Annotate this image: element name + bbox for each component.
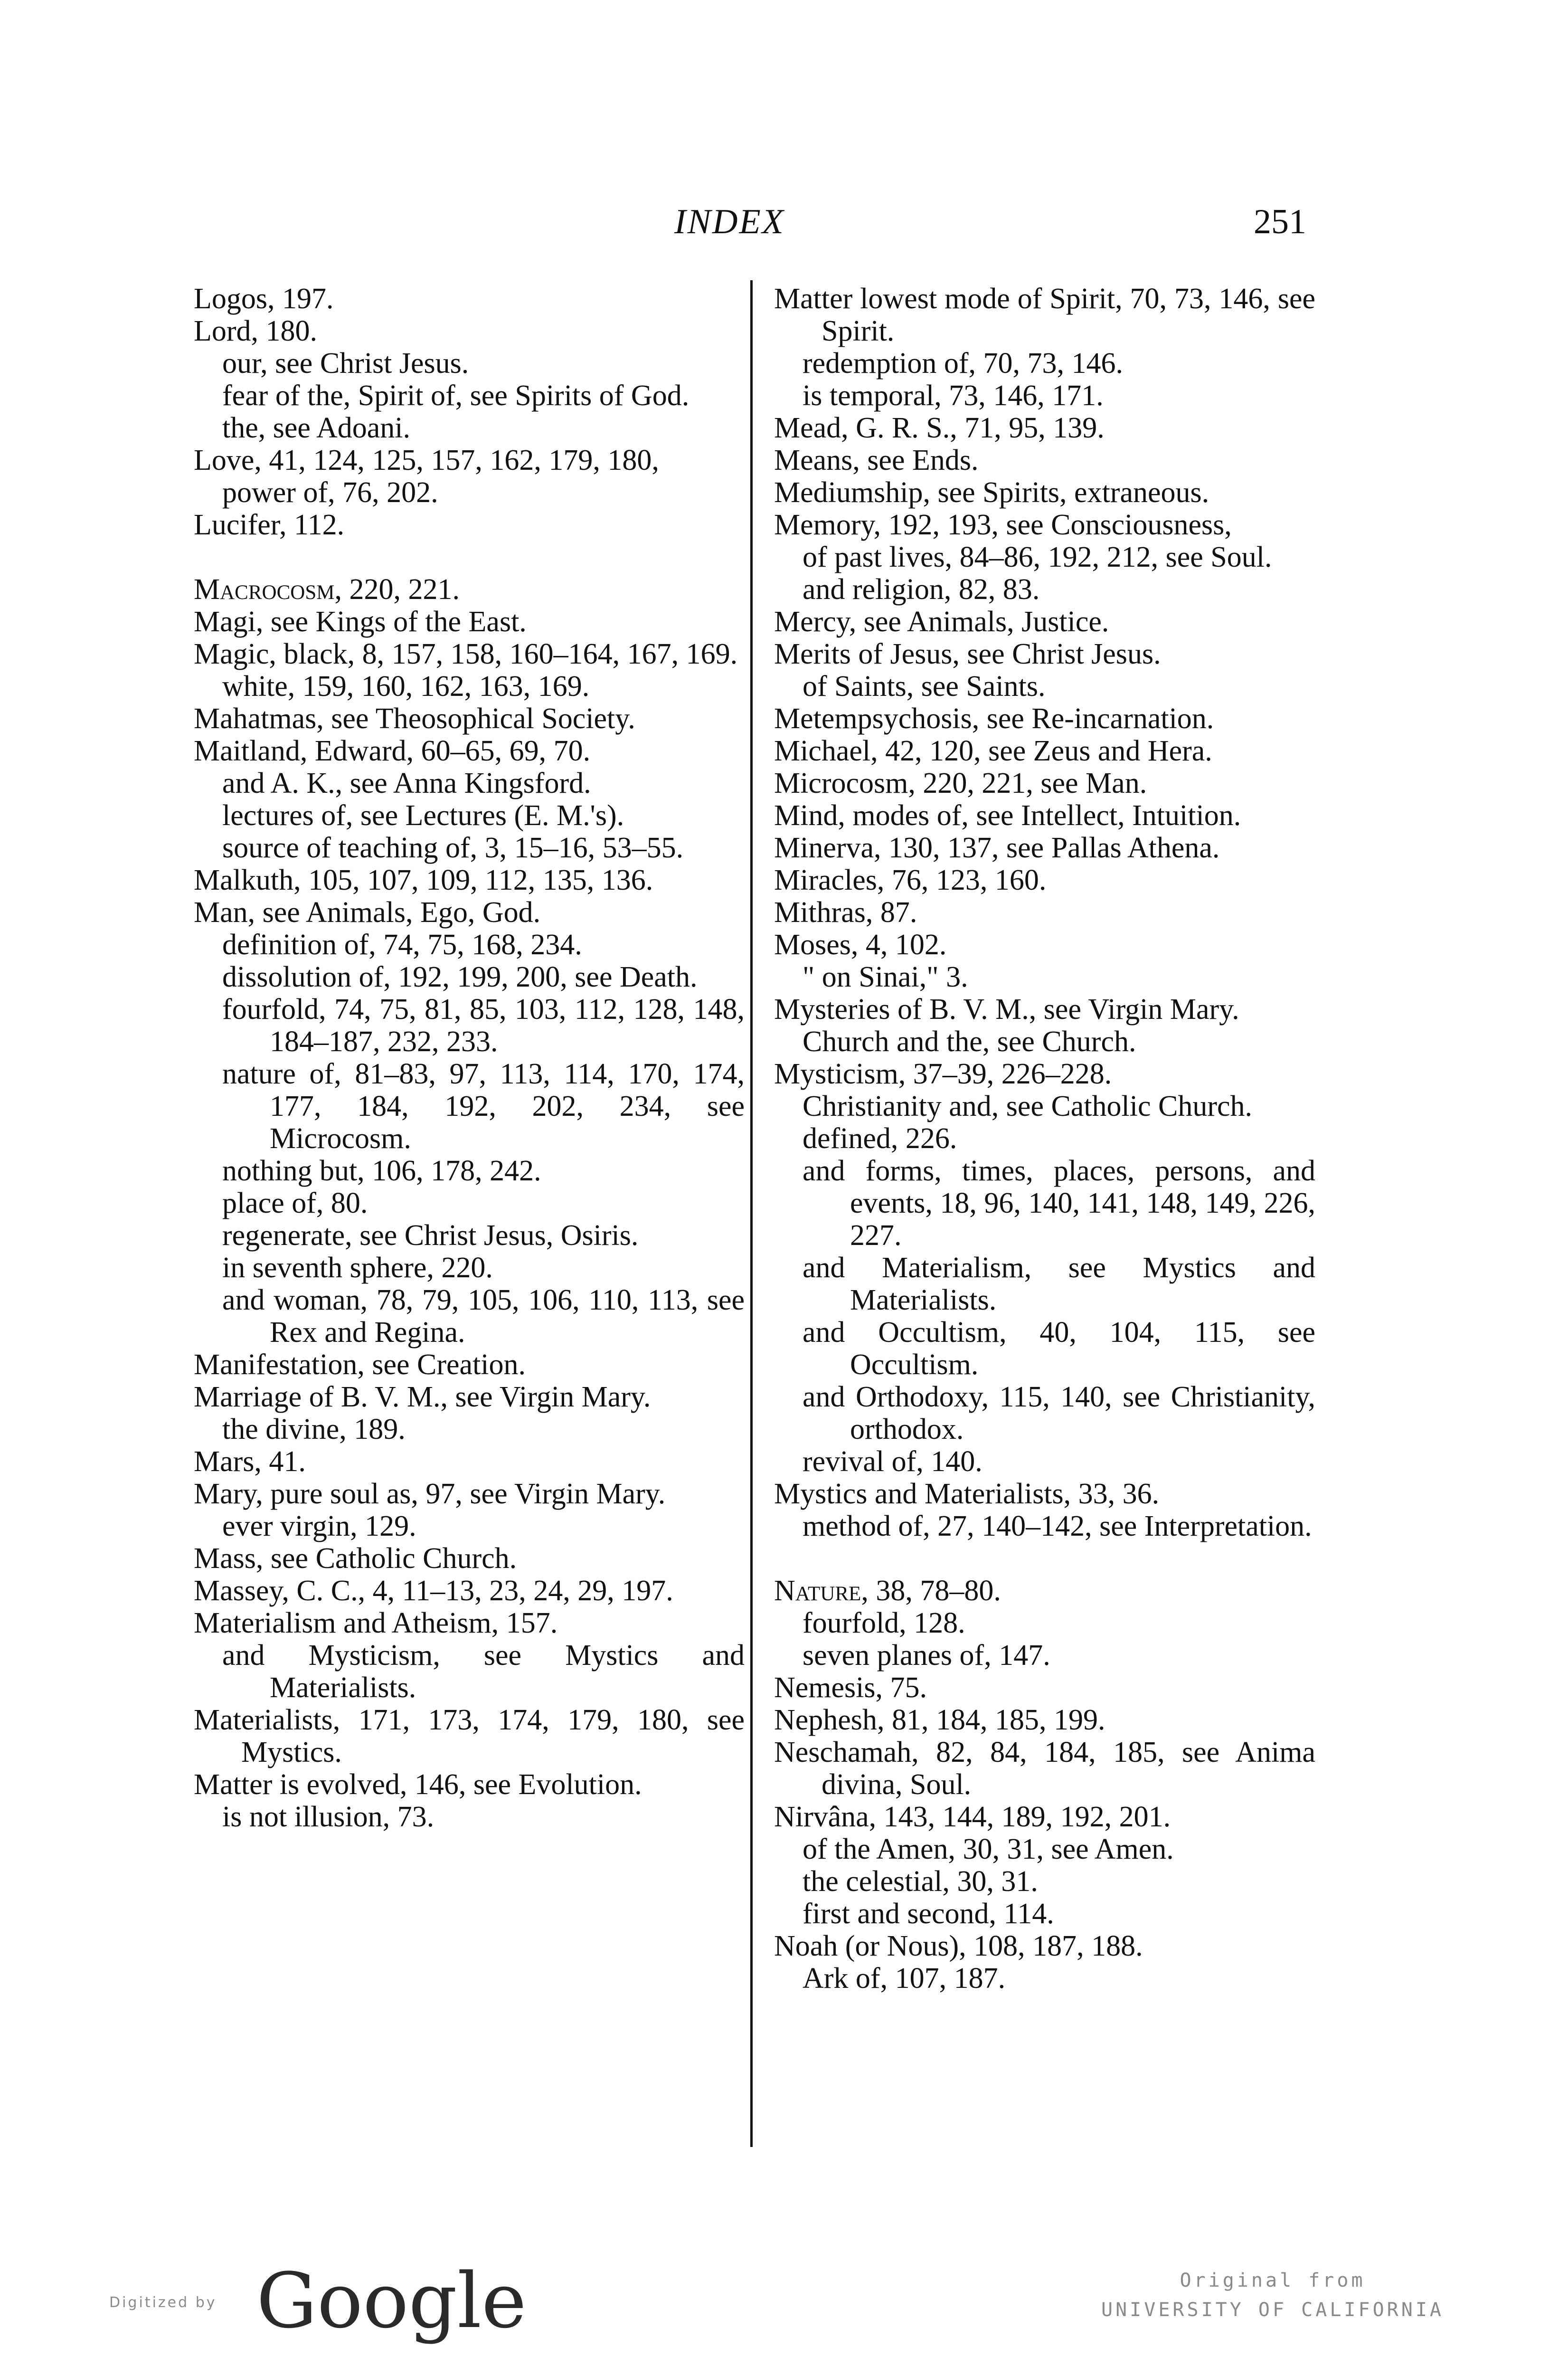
index-subentry: source of teaching of, 3, 15–16, 53–55. bbox=[222, 832, 684, 864]
index-entry: Nephesh, 81, 184, 185, 199. bbox=[774, 1704, 1105, 1736]
index-entry: Logos, 197. bbox=[194, 283, 334, 315]
index-subentry: and Mysticism, see Mystics and Materialists. bbox=[222, 1639, 745, 1704]
index-entry: Manifestation, see Creation. bbox=[194, 1349, 526, 1381]
index-entry: Matter lowest mode of Spirit, 70, 73, 146, see Spirit. bbox=[774, 283, 1315, 347]
index-entry: Mass, see Catholic Church. bbox=[194, 1542, 517, 1575]
index-subentry: redemption of, 70, 73, 146. bbox=[803, 347, 1124, 380]
index-subentry: seven planes of, 147. bbox=[803, 1639, 1050, 1672]
index-subentry: nature of, 81–83, 97, 113, 114, 170, 174, 177, 184, 192, 202, 234, see Microcosm. bbox=[222, 1058, 745, 1155]
index-subentry: definition of, 74, 75, 168, 234. bbox=[222, 929, 582, 961]
index-entry: Mind, modes of, see Intellect, Intuition. bbox=[774, 799, 1241, 832]
index-entry: Mystics and Materialists, 33, 36. bbox=[774, 1478, 1160, 1510]
index-entry: Neschamah, 82, 84, 184, 185, see Anima divina, Soul. bbox=[774, 1736, 1315, 1801]
index-entry: Means, see Ends. bbox=[774, 444, 979, 476]
index-entry: Nemesis, 75. bbox=[774, 1672, 927, 1704]
index-entry: Miracles, 76, 123, 160. bbox=[774, 864, 1047, 896]
google-logo: Google bbox=[256, 2256, 527, 2345]
index-entry: Mithras, 87. bbox=[774, 896, 917, 929]
index-subentry: of the Amen, 30, 31, see Amen. bbox=[803, 1833, 1174, 1865]
index-subentry: white, 159, 160, 162, 163, 169. bbox=[222, 670, 590, 703]
index-subentry: and Orthodoxy, 115, 140, see Christianity, orthodox. bbox=[803, 1381, 1315, 1445]
index-entry: Mysteries of B. V. M., see Virgin Mary. bbox=[774, 993, 1239, 1026]
index-entry: Massey, C. C., 4, 11–13, 23, 24, 29, 197. bbox=[194, 1575, 673, 1607]
index-subentry: and woman, 78, 79, 105, 106, 110, 113, see Rex and Regina. bbox=[222, 1284, 745, 1349]
index-entry: Magic, black, 8, 157, 158, 160–164, 167, 169. bbox=[194, 638, 738, 670]
index-entry: Mediumship, see Spirits, extraneous. bbox=[774, 476, 1209, 509]
index-column-right bbox=[774, 283, 1315, 1995]
index-entry: Macrocosm, 220, 221. bbox=[194, 573, 460, 606]
index-entry: Mary, pure soul as, 97, see Virgin Mary. bbox=[194, 1478, 666, 1510]
index-entry: Marriage of B. V. M., see Virgin Mary. bbox=[194, 1381, 651, 1413]
index-subentry: place of, 80. bbox=[222, 1187, 368, 1219]
index-subentry: power of, 76, 202. bbox=[222, 476, 438, 509]
index-subentry: dissolution of, 192, 199, 200, see Death. bbox=[222, 961, 698, 993]
index-entry: Merits of Jesus, see Christ Jesus. bbox=[774, 638, 1161, 670]
index-entry: Magi, see Kings of the East. bbox=[194, 606, 527, 638]
source-line-1: Original from bbox=[1180, 2270, 1366, 2291]
index-subentry: of Saints, see Saints. bbox=[803, 670, 1046, 703]
index-subentry: nothing but, 106, 178, 242. bbox=[222, 1155, 541, 1187]
index-subentry: lectures of, see Lectures (E. M.'s). bbox=[222, 799, 624, 832]
index-subentry: fourfold, 128. bbox=[803, 1607, 965, 1639]
index-column-left bbox=[194, 283, 745, 1833]
index-subentry: first and second, 114. bbox=[803, 1898, 1054, 1930]
index-entry: Michael, 42, 120, see Zeus and Hera. bbox=[774, 735, 1212, 767]
index-entry: Malkuth, 105, 107, 109, 112, 135, 136. bbox=[194, 864, 653, 896]
index-subentry: and forms, times, places, persons, and events, 18, 96, 140, 141, 148, 149, 226, 227. bbox=[803, 1155, 1315, 1252]
index-entry: Love, 41, 124, 125, 157, 162, 179, 180, bbox=[194, 444, 659, 476]
index-subentry: of past lives, 84–86, 192, 212, see Soul. bbox=[803, 541, 1272, 573]
index-entry: Microcosm, 220, 221, see Man. bbox=[774, 767, 1147, 799]
index-subentry: " on Sinai," 3. bbox=[803, 961, 968, 993]
index-subentry: in seventh sphere, 220. bbox=[222, 1252, 493, 1284]
index-entry: Lord, 180. bbox=[194, 315, 318, 347]
index-entry: Mercy, see Animals, Justice. bbox=[774, 606, 1109, 638]
index-entry: Nirvâna, 143, 144, 189, 192, 201. bbox=[774, 1801, 1171, 1833]
index-subentry: regenerate, see Christ Jesus, Osiris. bbox=[222, 1219, 639, 1252]
index-entry: Memory, 192, 193, see Consciousness, bbox=[774, 509, 1232, 541]
index-subentry: and A. K., see Anna Kingsford. bbox=[222, 767, 591, 799]
index-entry: Metempsychosis, see Re-incarnation. bbox=[774, 703, 1214, 735]
index-entry: Mysticism, 37–39, 226–228. bbox=[774, 1058, 1112, 1090]
index-subentry: method of, 27, 140–142, see Interpretation. bbox=[803, 1510, 1312, 1542]
index-subentry: the celestial, 30, 31. bbox=[803, 1865, 1038, 1898]
page-number: 251 bbox=[1254, 202, 1306, 241]
index-subentry: revival of, 140. bbox=[803, 1445, 982, 1478]
index-subentry: ever virgin, 129. bbox=[222, 1510, 416, 1542]
index-entry: Minerva, 130, 137, see Pallas Athena. bbox=[774, 832, 1220, 864]
index-entry: Mars, 41. bbox=[194, 1445, 306, 1478]
column-rule bbox=[750, 280, 753, 2147]
index-entry: Materialists, 171, 173, 174, 179, 180, see Mystics. bbox=[194, 1704, 745, 1768]
source-watermark bbox=[1035, 2266, 1510, 2325]
index-entry: Matter is evolved, 146, see Evolution. bbox=[194, 1768, 642, 1801]
index-subentry: is temporal, 73, 146, 171. bbox=[803, 380, 1104, 412]
index-subentry: fear of the, Spirit of, see Spirits of God. bbox=[222, 380, 690, 412]
index-subentry: defined, 226. bbox=[803, 1122, 957, 1155]
index-subentry: the divine, 189. bbox=[222, 1413, 406, 1445]
index-subentry: and Materialism, see Mystics and Materialists. bbox=[803, 1252, 1315, 1316]
index-entry: Mead, G. R. S., 71, 95, 139. bbox=[774, 412, 1105, 444]
running-head: INDEX bbox=[674, 202, 785, 241]
index-subentry: fourfold, 74, 75, 81, 85, 103, 112, 128, 148, 184–187, 232, 233. bbox=[222, 993, 745, 1058]
index-subentry: the, see Adoani. bbox=[222, 412, 411, 444]
index-subentry: and Occultism, 40, 104, 115, see Occultism. bbox=[803, 1316, 1315, 1381]
index-entry: Lucifer, 112. bbox=[194, 509, 345, 541]
index-entry: Noah (or Nous), 108, 187, 188. bbox=[774, 1930, 1143, 1962]
index-subentry: Church and the, see Church. bbox=[803, 1026, 1136, 1058]
index-subentry: is not illusion, 73. bbox=[222, 1801, 435, 1833]
index-entry: Moses, 4, 102. bbox=[774, 929, 947, 961]
page-header bbox=[0, 202, 1568, 240]
index-subentry: our, see Christ Jesus. bbox=[222, 347, 469, 380]
index-subentry: and religion, 82, 83. bbox=[803, 573, 1040, 606]
index-entry: Materialism and Atheism, 157. bbox=[194, 1607, 558, 1639]
index-entry: Maitland, Edward, 60–65, 69, 70. bbox=[194, 735, 591, 767]
source-line-2: UNIVERSITY OF CALIFORNIA bbox=[1101, 2299, 1444, 2321]
index-subentry: Christianity and, see Catholic Church. bbox=[803, 1090, 1253, 1122]
digitized-by-label: Digitized by bbox=[109, 2294, 217, 2311]
index-subentry: Ark of, 107, 187. bbox=[803, 1962, 1006, 1995]
index-entry: Man, see Animals, Ego, God. bbox=[194, 896, 541, 929]
index-entry: Mahatmas, see Theosophical Society. bbox=[194, 703, 635, 735]
index-entry: Nature, 38, 78–80. bbox=[774, 1575, 1001, 1607]
